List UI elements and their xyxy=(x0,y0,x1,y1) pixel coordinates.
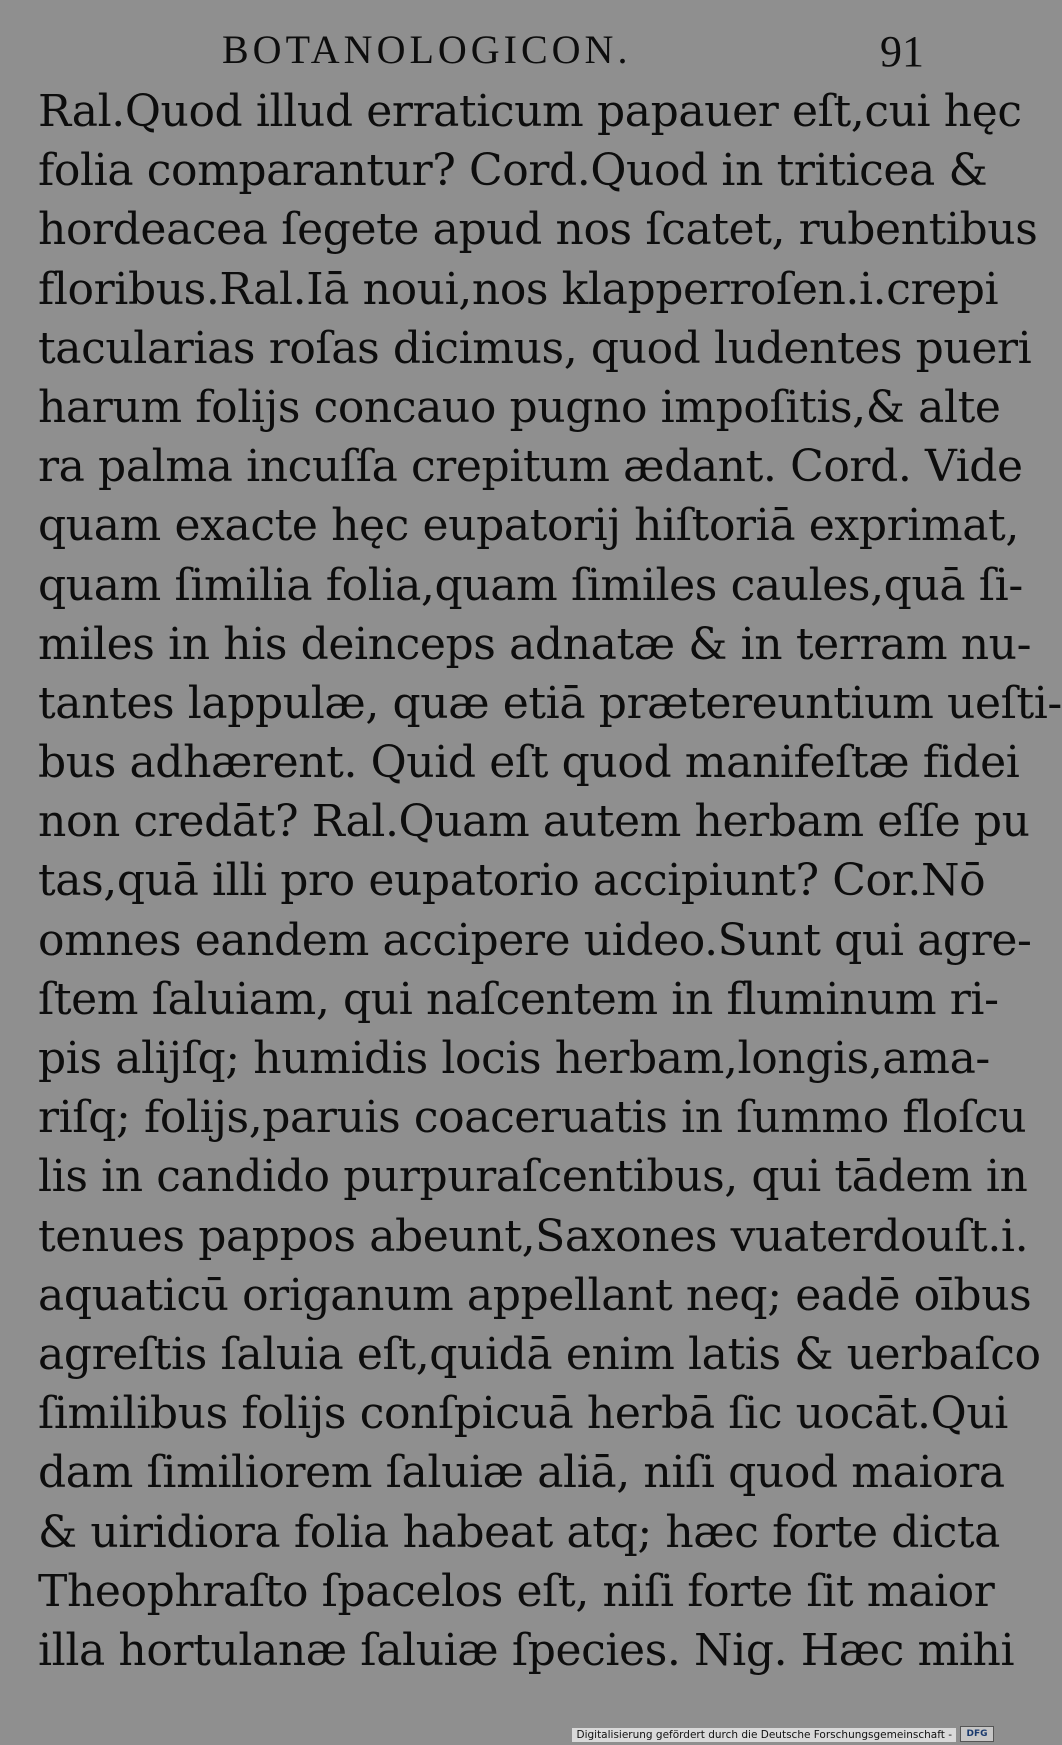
text-line: tacularias roſas dicimus, quod ludentes pueri xyxy=(38,322,1032,374)
text-line: ſtem ſaluiam, qui naſcentem in fluminum ri- xyxy=(38,973,999,1025)
text-line: ra palma incuſſa crepitum ædant. Cord. Vide xyxy=(38,441,1023,493)
text-line: agreſtis ſaluia eſt,quidā enim latis & uerbaſco xyxy=(38,1328,1041,1380)
text-line: ſimilibus folijs conſpicuā herbā ſic uocāt.Qui xyxy=(38,1388,1008,1440)
text-line: harum folijs concauo pugno impoſitis,& alte xyxy=(38,381,1001,433)
text-line: floribus.Ral.Iā noui,nos klapperroſen.i.crepi xyxy=(38,263,999,315)
text-line: non credāt? Ral.Quam autem herbam eſſe pu xyxy=(38,796,1030,848)
running-head: BOTANOLOGICON. xyxy=(222,27,632,72)
text-line: folia comparantur? Cord.Quod in triticea & xyxy=(38,145,988,197)
text-line: riſq; folijs,paruis coaceruatis in ſummo floſcu xyxy=(38,1092,1027,1144)
text-line: tantes lappulæ, quæ etiā prætereuntium ueſti- xyxy=(38,677,1062,729)
text-line: illa hortulanæ ſaluiæ ſpecies. Nig. Hæc mihi xyxy=(38,1624,1015,1676)
text-line: quam ſimilia folia,quam ſimiles caules,quā ſi- xyxy=(38,559,1023,611)
text-line: quam exacte hęc eupatorij hiſtoriā exprimat, xyxy=(38,500,1019,552)
page-number: 91 xyxy=(880,27,924,76)
digitization-credit: Digitalisierung gefördert durch die Deutsche Forschungsgemeinschaft - xyxy=(572,1728,956,1742)
text-line: aquaticū origanum appellant neq; eadē oībus xyxy=(38,1269,1032,1321)
text-line: Ral.Quod illud erraticum papauer eſt,cui hęc xyxy=(38,86,1022,137)
text-line: Theophraſto ſpacelos eſt, niſi forte ſit maior xyxy=(38,1565,995,1617)
text-line: dam ſimiliorem ſaluiæ aliā, niſi quod maiora xyxy=(38,1447,1005,1499)
dfg-logo: DFG xyxy=(960,1726,994,1742)
text-line: bus adhærent. Quid eſt quod manifeſtæ fidei xyxy=(38,737,1020,789)
text-line: miles in his deinceps adnatæ & in terram nu- xyxy=(38,618,1032,670)
text-line: pis alijſq; humidis locis herbam,longis,ama- xyxy=(38,1033,990,1084)
page-header xyxy=(0,18,1000,78)
text-line: tenues pappos abeunt,Saxones vuaterdouſt.i. xyxy=(38,1210,1029,1262)
body-text xyxy=(38,82,1062,1680)
text-line: & uiridiora folia habeat atq; hæc forte dicta xyxy=(38,1506,1000,1558)
text-line: lis in candido purpuraſcentibus, qui tādem in xyxy=(38,1151,1028,1203)
text-line: tas,quā illi pro eupatorio accipiunt? Cor.Nō xyxy=(38,855,986,907)
text-line: omnes eandem accipere uideo.Sunt qui agre- xyxy=(38,914,1032,966)
text-line: hordeacea ſegete apud nos ſcatet, rubentibus xyxy=(38,204,1038,256)
